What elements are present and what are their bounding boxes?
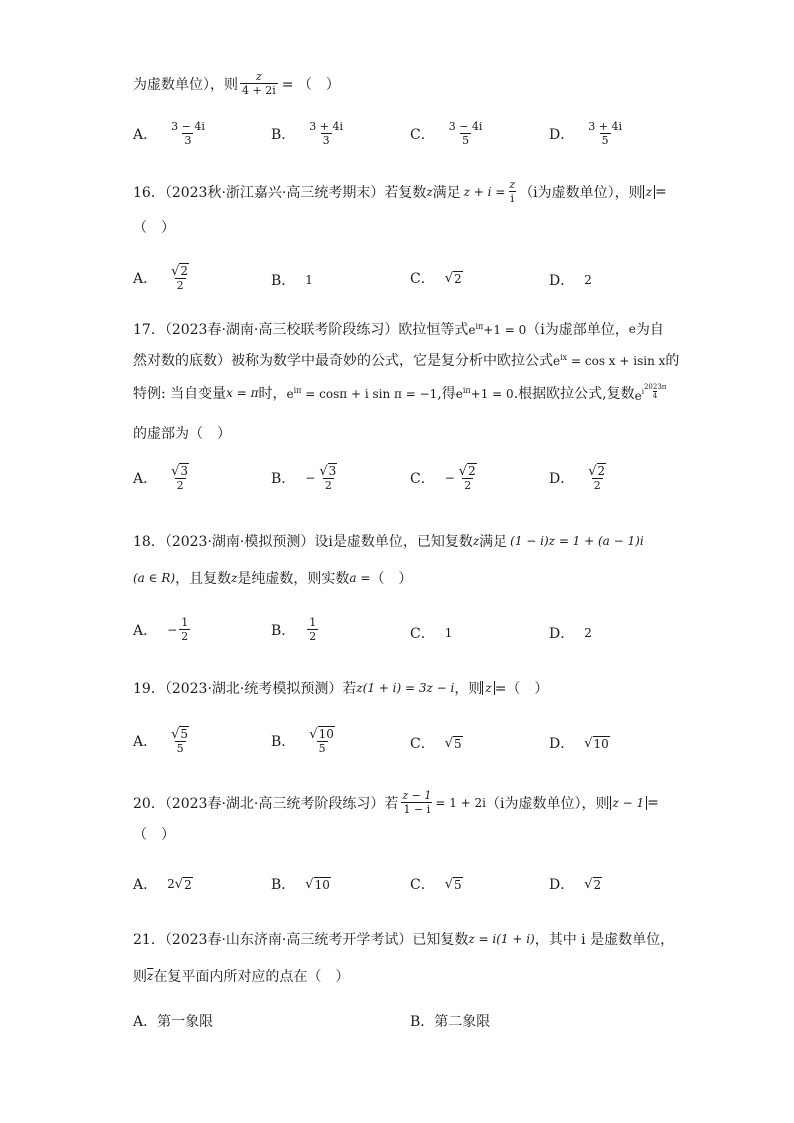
q20-frac-den: 1 − i: [403, 803, 431, 816]
q18-line2-z: z: [231, 571, 238, 585]
q21-line1: [133, 929, 674, 949]
q15-eq: = （ ）: [281, 76, 340, 93]
q20-prefix: 20．（2023春·湖北·高三统考阶段练习）若: [133, 795, 399, 812]
q15-option-a[interactable]: [133, 120, 209, 147]
option-label: B．: [410, 1014, 435, 1030]
q17-text1: （i为虚部单位，: [526, 322, 629, 338]
option-fraction: [169, 726, 191, 755]
q16-abs: z: [643, 185, 655, 199]
q15-frac-num: z: [255, 70, 262, 83]
q18-z: z: [472, 534, 480, 548]
option-label: A．: [133, 622, 158, 639]
option-label: A．: [133, 126, 158, 143]
q19-prefix: 19．（2023·湖北·统考模拟预测）若: [133, 681, 357, 697]
option-label: D．: [549, 126, 575, 143]
q16-eq-left: z + i =: [463, 184, 506, 199]
option-label: B．: [271, 622, 296, 639]
option-value: 第二象限: [434, 1014, 491, 1030]
q20-note: （i为虚数单位），则: [486, 795, 610, 812]
frac-den: 2: [324, 479, 332, 492]
option-value: 2: [584, 273, 592, 287]
q19-abs: z: [482, 681, 494, 695]
q16-paren-line: [133, 217, 175, 237]
q17-line1: [133, 319, 664, 339]
sqrt-arg: 2: [184, 877, 192, 892]
q18-line1: [133, 531, 644, 551]
q16-note: （i为虚数单位），则: [519, 184, 643, 201]
option-sign: −: [305, 470, 316, 485]
option-fraction: [447, 120, 485, 147]
option-coef: 2: [167, 877, 175, 891]
q17-line4: [133, 423, 231, 443]
q16-option-a[interactable]: [133, 263, 193, 292]
q15-frac-den: 4 + 2i: [242, 84, 276, 97]
q18-option-d[interactable]: [549, 623, 592, 643]
q20-end: =: [647, 794, 659, 811]
option-label: A．: [133, 877, 158, 893]
q17-formula3: $e^{i\pi} = \cos\pi + i$ sin π = −1: [286, 385, 438, 401]
sqrt-arg: 10: [314, 877, 330, 892]
q16-fraction: [507, 178, 517, 205]
option-label: A．: [133, 470, 158, 487]
option-value: 1: [444, 626, 453, 640]
option-fraction: [169, 120, 207, 147]
option-label: D．: [549, 736, 575, 752]
q21-mid: ，其中 i 是虚数单位，: [534, 932, 675, 948]
option-fraction: [317, 463, 339, 492]
sqrt-arg: 2: [597, 464, 606, 478]
q16-option-b[interactable]: [271, 270, 313, 290]
q17-x-eq-pi: x = π: [226, 386, 259, 400]
sqrt-arg: 2: [468, 464, 476, 478]
option-label: D．: [549, 470, 575, 487]
q15-fraction: [240, 70, 278, 97]
q21-zbar: $\overline{z}$: [147, 969, 154, 983]
sqrt-arg: 2: [180, 264, 189, 278]
sqrt-arg: 2: [454, 271, 462, 286]
option-fraction: [586, 120, 624, 147]
sqrt: √ 2: [444, 270, 462, 286]
option-label: D．: [549, 626, 575, 642]
q19-option-b[interactable]: [271, 726, 339, 755]
sqrt-arg: 3: [328, 464, 337, 478]
q17-e: e: [628, 322, 636, 336]
q17-line2-b: 的: [665, 353, 680, 369]
q15-line: [133, 70, 340, 97]
q18-option-b[interactable]: [271, 616, 320, 643]
sqrt: √ 3: [319, 464, 337, 479]
q16-line: [133, 178, 667, 205]
frac-den: 2: [593, 479, 601, 492]
option-fraction: [586, 463, 608, 492]
q19-option-a[interactable]: [133, 726, 193, 755]
q18-option-a[interactable]: [133, 616, 192, 643]
q19-end: =（ ）: [494, 681, 549, 697]
frac-den: 2: [176, 479, 184, 492]
q20-option-a[interactable]: [133, 874, 193, 894]
option-label: A．: [133, 733, 158, 750]
q17-formula4: $e^{i\pi}+1 = 0$: [455, 385, 514, 401]
q19-option-d[interactable]: [549, 733, 610, 753]
q17-text2: 为自: [635, 322, 664, 338]
q17-line4: 的虚部为（ ）: [133, 426, 231, 442]
option-fraction: [169, 263, 191, 292]
q21-prefix: 21．（2023春·山东济南·高三统考开学考试）已知复数: [133, 932, 469, 948]
q18-line2-a: a =: [349, 571, 371, 585]
q19-formula: z(1 + i) = 3z − i: [356, 681, 455, 695]
option-label: B．: [271, 877, 296, 893]
q21-option-a[interactable]: [133, 1011, 213, 1031]
q17-line2-a: 然对数的底数）被称为数学中最奇妙的公式，它是复分析中欧拉公式: [133, 353, 553, 369]
option-value: 1: [305, 273, 313, 287]
option-fraction: [307, 726, 337, 755]
option-label: C．: [410, 470, 435, 487]
option-label: C．: [410, 626, 435, 642]
sqrt: √ 10: [309, 727, 334, 742]
sqrt-arg: 10: [593, 736, 609, 751]
q17-prefix: 17．（2023春·湖南·高三校联考阶段练习）欧拉恒等式: [133, 322, 469, 338]
option-label: A．: [133, 270, 158, 287]
q16-option-d[interactable]: [549, 270, 592, 290]
q20-option-c[interactable]: [410, 874, 463, 894]
option-label: D．: [549, 877, 575, 893]
q17-option-d[interactable]: [549, 463, 610, 492]
q15-option-c[interactable]: [410, 120, 486, 147]
q21-line2-b: 在复平面内所对应的点在（ ）: [153, 969, 350, 985]
sqrt: √ 2: [458, 464, 476, 479]
option-fraction: [169, 463, 191, 492]
q15-tail-text: 为虚数单位），则: [133, 76, 238, 93]
option-fraction: [179, 616, 190, 643]
frac-den: 2: [176, 279, 184, 292]
q19-option-c[interactable]: [410, 733, 463, 753]
frac-num: 3 − 4i: [171, 120, 205, 133]
frac-den: 3: [322, 134, 330, 147]
frac-num: 3 + 4i: [588, 120, 622, 133]
q20-option-b[interactable]: [271, 874, 331, 894]
frac-den: 5: [462, 134, 470, 147]
option-label: C．: [410, 126, 435, 143]
frac-den: 5: [318, 742, 326, 755]
sqrt-arg: 5: [180, 727, 189, 741]
q18-line2-text2: 是纯虚数，则实数: [237, 571, 350, 587]
q20-eq-right: = 1 + 2i: [435, 795, 487, 810]
option-sign: −: [167, 622, 178, 637]
option-label: A．: [133, 1014, 158, 1030]
sqrt: √ 2: [588, 464, 606, 479]
q18-line2-formula: (a ∈ R): [133, 571, 176, 585]
q17-formula5: e i 2023π 4: [634, 383, 667, 403]
sqrt-arg: 3: [180, 464, 189, 478]
sqrt: √ 2: [171, 264, 189, 279]
option-label: B．: [271, 273, 296, 289]
frac-num: 1: [309, 616, 317, 629]
q21-line2-a: 则: [133, 969, 147, 985]
q16-mid: 满足: [432, 184, 461, 201]
option-label: B．: [271, 126, 296, 143]
q17-formula2: $e^{ix} = \cos x + isin$ x: [553, 352, 666, 368]
frac-num: 3 − 4i: [448, 120, 483, 133]
q20-paren: （ ）: [133, 827, 175, 843]
option-fraction: [307, 120, 345, 147]
option-label: D．: [549, 273, 575, 289]
sqrt: √ 3: [171, 464, 189, 479]
frac-den: 3: [184, 134, 192, 147]
q17-option-b[interactable]: [271, 463, 341, 492]
q17-formula1: $e^{i\pi}+1 = 0$: [468, 321, 527, 337]
sqrt: √ 10: [584, 735, 609, 751]
option-value: 第一象限: [157, 1014, 214, 1030]
option-label: C．: [410, 736, 435, 752]
q19-mid: ，则: [454, 681, 483, 697]
option-label: C．: [410, 271, 435, 287]
q21-line2: [133, 966, 349, 986]
sqrt: √ 2: [584, 876, 602, 892]
q17-line3-d: .根据欧拉公式,复数: [513, 386, 635, 402]
sqrt: √ 5: [171, 727, 189, 742]
q18-line2-end: （ ）: [370, 571, 413, 587]
sqrt-arg: 2: [593, 877, 602, 892]
sqrt-arg: 5: [454, 736, 462, 751]
q15-option-b[interactable]: [271, 120, 347, 147]
q17-option-c[interactable]: [410, 463, 481, 492]
frac-den: 5: [176, 742, 184, 755]
frac-num: 3 + 4i: [309, 120, 344, 133]
sqrt: √ 2: [174, 876, 192, 892]
q16-option-c[interactable]: [410, 268, 463, 288]
q16-paren: （ ）: [133, 220, 175, 236]
option-label: B．: [271, 733, 296, 750]
frac-den: 5: [601, 134, 609, 147]
q20-frac-num: z − 1: [402, 789, 432, 802]
q20-paren-line: [133, 824, 175, 844]
q16-prefix: 16．（2023秋·浙江嘉兴·高三统考期末）若复数: [133, 184, 427, 201]
q17-line3-b: 时，: [258, 386, 287, 402]
frac-den: 2: [464, 479, 472, 492]
q20-fraction: [400, 789, 433, 816]
option-sign: −: [444, 470, 455, 485]
option-fraction: [307, 616, 318, 643]
q16-z: z: [426, 184, 433, 199]
q17-line3-a: 特例: 当自变量: [133, 386, 227, 402]
q17-line2: [133, 350, 679, 370]
option-value: 2: [584, 626, 592, 640]
option-fraction: [457, 463, 479, 492]
q20-line: [133, 789, 659, 816]
q21-option-b[interactable]: [410, 1011, 490, 1031]
frac-num: 1: [181, 616, 189, 629]
q20-abs: z − 1: [610, 796, 648, 810]
q18-prefix: 18．（2023·湖南·模拟预测）设i是虚数单位，已知复数: [133, 534, 473, 550]
q20-option-d[interactable]: [549, 874, 602, 894]
option-label: B．: [271, 470, 296, 487]
q16-frac-den: i: [510, 192, 515, 205]
sqrt-arg: 10: [318, 727, 334, 741]
sqrt: √ 5: [444, 735, 462, 751]
q17-line3-c: ,得: [437, 386, 456, 402]
q16-frac-num: z: [509, 178, 516, 191]
sqrt: √ 5: [444, 876, 462, 892]
q17-option-a[interactable]: [133, 463, 193, 492]
frac-den: 2: [181, 630, 189, 643]
q18-line2: [133, 568, 412, 588]
sqrt-arg: 5: [454, 877, 462, 892]
q16-end: =: [655, 183, 667, 200]
q17-line3: [133, 383, 666, 403]
option-label: C．: [410, 877, 435, 893]
frac-den: 2: [309, 630, 317, 643]
q19-line: [133, 678, 548, 698]
q18-option-c[interactable]: [410, 623, 452, 643]
sqrt: √ 10: [305, 876, 330, 892]
q21-formula: z = i(1 + i): [468, 932, 535, 946]
q15-option-d[interactable]: [549, 120, 626, 147]
q18-mid: 满足: [479, 534, 508, 550]
q18-line2-text: ，且复数: [175, 571, 232, 587]
q18-formula: (1 − i)z = 1 + (a − 1)i: [510, 534, 644, 548]
